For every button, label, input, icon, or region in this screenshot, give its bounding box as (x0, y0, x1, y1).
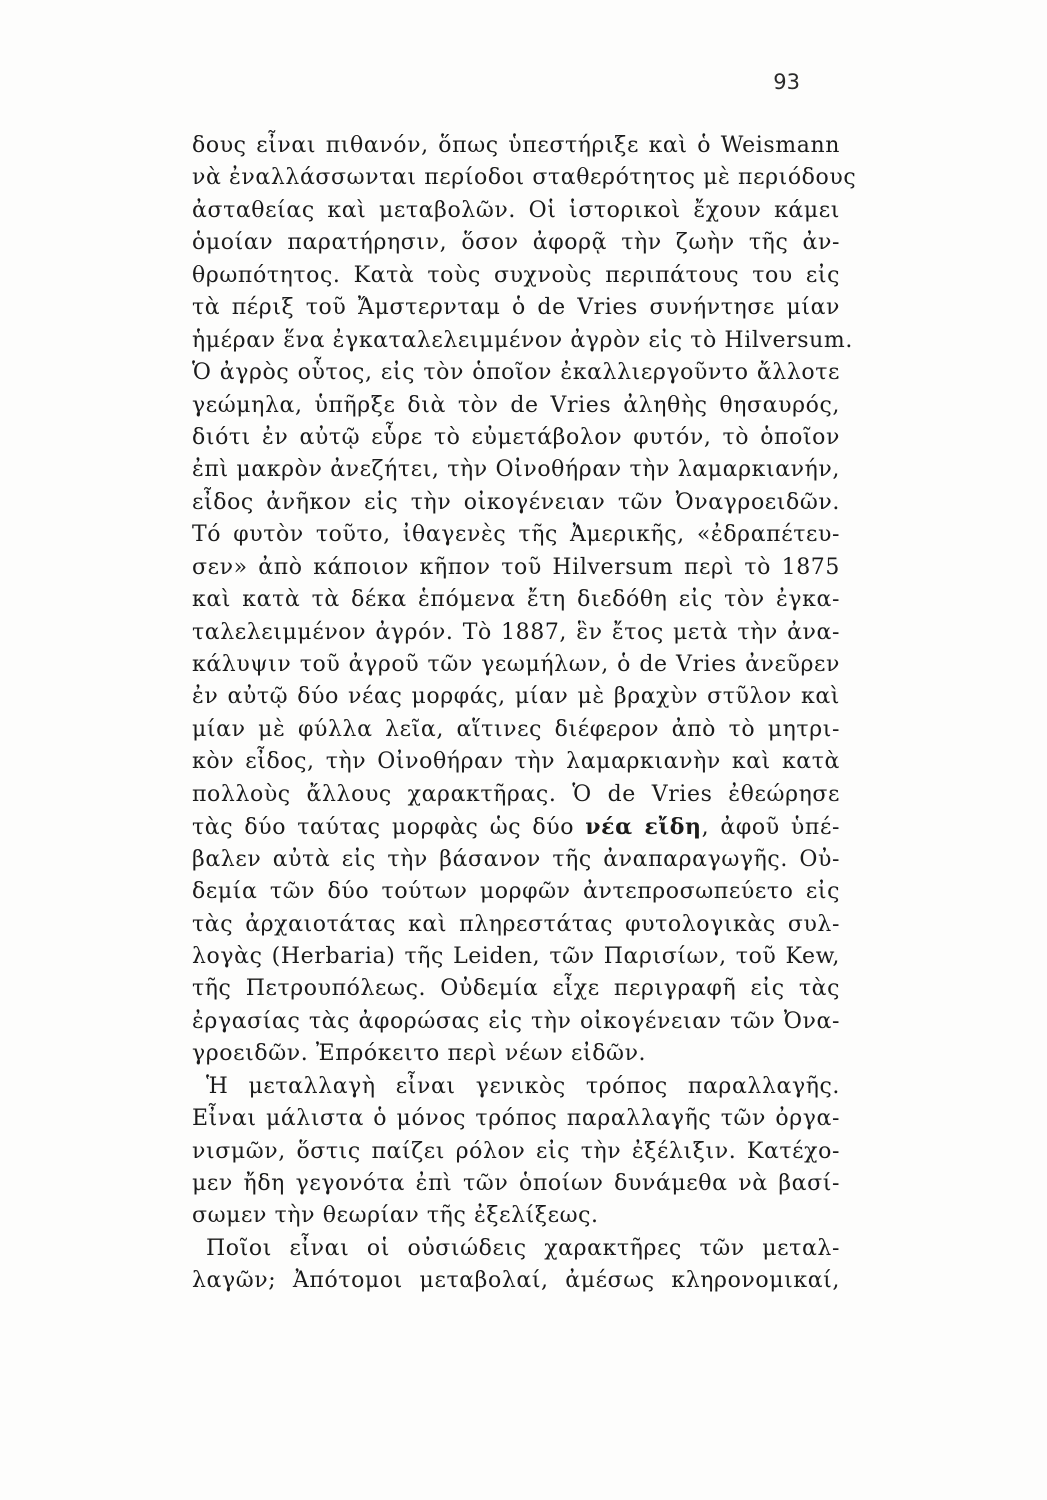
text-line: τὰ πέριξ τοῦ Ἄμστερνταμ ὁ de Vries συνήντησε μίαν (192, 295, 840, 321)
paragraph-end-line: σωμεν τὴν θεωρίαν τῆς ἐξελίξεως. (192, 1203, 599, 1229)
body-text (192, 130, 857, 1298)
text-line-with-emphasis (192, 811, 840, 843)
text-line: γεώμηλα, ὑπῆρξε διὰ τὸν de Vries ἀληθὴς θησαυρός, (192, 392, 840, 418)
text-line: ταλελειμμένον ἀγρόν. Τὸ 1887, ἓν ἔτος μετὰ τὴν ἀνα- (192, 619, 840, 645)
text-segment: , ἀφοῦ ὑπέ- (701, 815, 840, 841)
text-line: ἐν αὐτῷ δύο νέας μορφάς, μίαν μὲ βραχὺν στῦλον καὶ (192, 684, 840, 710)
text-segment: τὰς δύο ταύτας μορφὰς ὡς δύο (192, 815, 586, 841)
paragraph-start-line: Ἡ μεταλλαγὴ εἶναι γενικὸς τρόπος παραλλαγῆς. (206, 1073, 840, 1099)
text-line: θρωπότητος. Κατὰ τοὺς συχνοὺς περιπάτους του εἰς (192, 262, 840, 288)
text-line: ἡμέραν ἕνα ἐγκαταλελειμμένον ἀγρὸν εἰς τὸ Hilversum. (192, 327, 853, 353)
text-line: τῆς Πετρουπόλεως. Οὐδεμία εἶχε περιγραφῆ εἰς τὰς (192, 976, 840, 1002)
text-line: νισμῶν, ὅστις παίζει ρόλον εἰς τὴν ἐξέλιξιν. Κατέχο- (192, 1138, 840, 1164)
text-line: μίαν μὲ φύλλα λεῖα, αἵτινες διέφερον ἀπὸ τὸ μητρι- (192, 716, 840, 742)
text-line: νὰ ἐναλλάσσωνται περίοδοι σταθερότητος μὲ περιόδους (192, 165, 857, 191)
text-line: σεν» ἀπὸ κάποιον κῆπον τοῦ Hilversum περὶ τὸ 1875 (192, 554, 840, 580)
text-line: Εἶναι μάλιστα ὁ μόνος τρόπος παραλλαγῆς τῶν ὀργα- (192, 1106, 840, 1132)
text-line: εἶδος ἀνῆκον εἰς τὴν οἰκογένειαν τῶν Ὀναγροειδῶν. (192, 489, 840, 515)
text-line: κὸν εἶδος, τὴν Οἰνοθήραν τὴν λαμαρκιανὴν καὶ κατὰ (192, 749, 840, 775)
text-line: Τό φυτὸν τοῦτο, ἰθαγενὲς τῆς Ἀμερικῆς, «ἐδραπέτευ- (192, 522, 840, 548)
text-line: ὁμοίαν παρατήρησιν, ὅσον ἀφορᾷ τὴν ζωὴν τῆς ἀν- (192, 230, 840, 256)
text-line: ἐπὶ μακρὸν ἀνεζήτει, τὴν Οἰνοθήραν τὴν λαμαρκιανήν, (192, 457, 840, 483)
text-line: λαγῶν; Ἀπότομοι μεταβολαί, ἀμέσως κληρονομικαί, (192, 1268, 840, 1294)
text-line: δους εἶναι πιθανόν, ὅπως ὑπεστήριξε καὶ ὁ Weismann (192, 133, 840, 158)
text-line: ἐργασίας τὰς ἀφορώσας εἰς τὴν οἰκογένειαν τῶν Ὀνα- (192, 1008, 840, 1034)
paragraph-start-line: Ποῖοι εἶναι οἱ οὐσιώδεις χαρακτῆρες τῶν μεταλ- (206, 1235, 840, 1261)
text-line: ἀσταθείας καὶ μεταβολῶν. Οἱ ἱστορικοὶ ἔχουν κάμει (192, 197, 840, 223)
text-line: πολλοὺς ἄλλους χαρακτῆρας. Ὁ de Vries ἐθεώρησε (192, 781, 840, 807)
text-line: κάλυψιν τοῦ ἀγροῦ τῶν γεωμήλων, ὁ de Vries ἀνεῦρεν (192, 652, 840, 677)
text-line: βαλεν αὐτὰ εἰς τὴν βάσανον τῆς ἀναπαραγωγῆς. Οὐ- (192, 846, 840, 872)
page-number: 93 (773, 70, 800, 94)
text-line: μεν ἤδη γεγονότα ἐπὶ τῶν ὁποίων δυνάμεθα νὰ βασί- (192, 1171, 840, 1196)
text-line: διότι ἐν αὐτῷ εὗρε τὸ εὐμετάβολον φυτόν, τὸ ὁποῖον (192, 424, 840, 450)
text-line: καὶ κατὰ τὰ δέκα ἑπόμενα ἔτη διεδόθη εἰς τὸν ἐγκα- (192, 587, 840, 613)
text-line: τὰς ἀρχαιοτάτας καὶ πληρεστάτας φυτολογικὰς συλ- (192, 911, 840, 937)
text-line: Ὁ ἀγρὸς οὗτος, εἰς τὸν ὁποῖον ἐκαλλιεργοῦντο ἄλλοτε (192, 360, 840, 386)
emphasized-term: νέα εἴδη (585, 814, 702, 841)
text-line: λογὰς (Herbaria) τῆς Leiden, τῶν Παρισίων, τοῦ Kew, (192, 943, 840, 969)
paragraph-end-line: γροειδῶν. Ἐπρόκειτο περὶ νέων εἰδῶν. (192, 1041, 647, 1067)
text-line: δεμία τῶν δύο τούτων μορφῶν ἀντεπροσωπεύετο εἰς (192, 879, 840, 905)
